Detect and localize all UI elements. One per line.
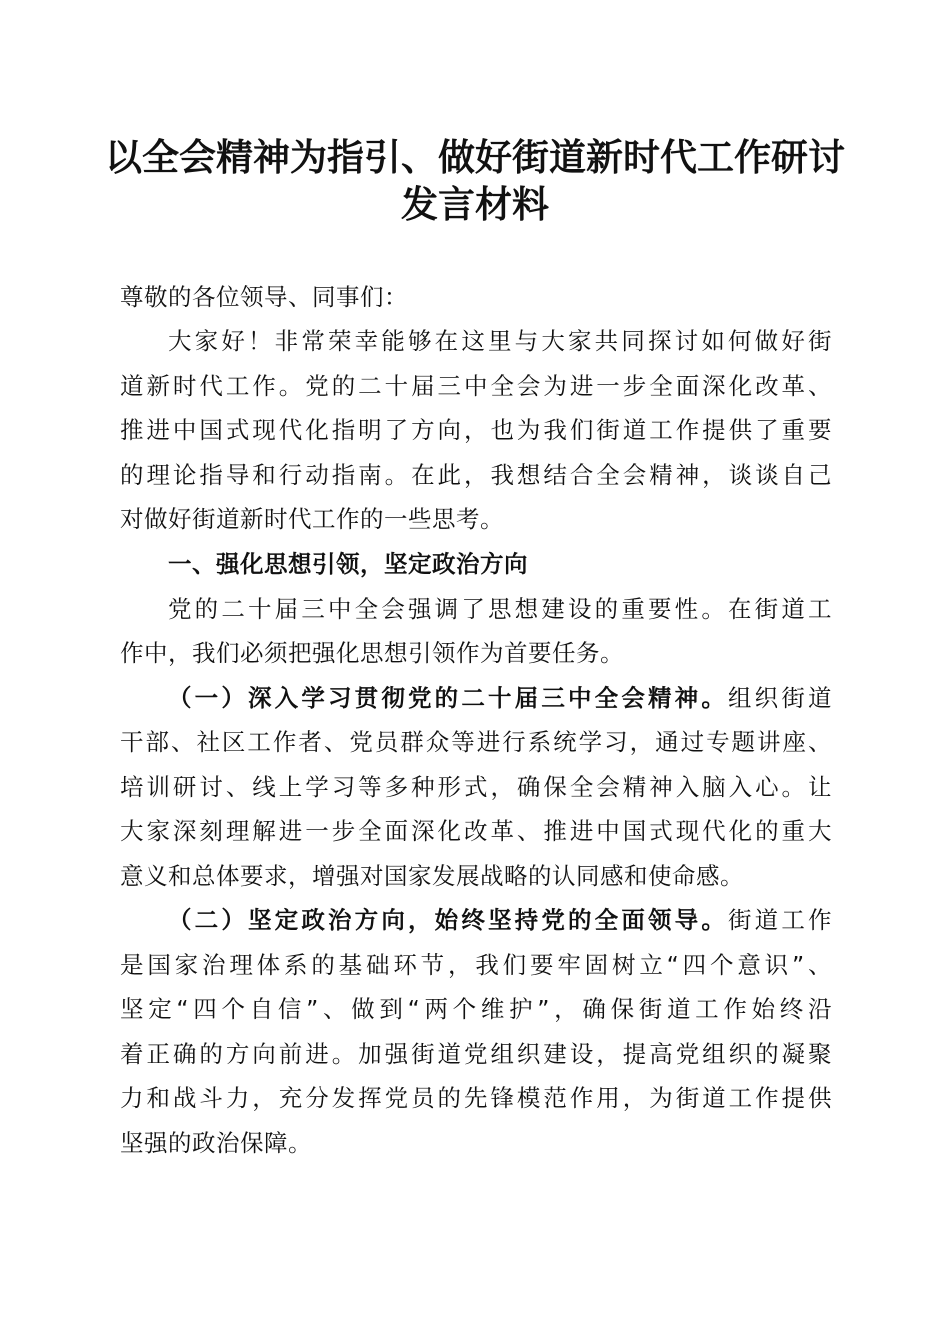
subsection-2-line: 力和战斗力，充分发挥党员的先锋模范作用，为街道工作提供 — [120, 1084, 832, 1112]
subsection-1-line: 大家深刻理解进一步全面深化改革、推进中国式现代化的重大 — [120, 817, 832, 845]
intro-line: 推进中国式现代化指明了方向，也为我们街道工作提供了重要 — [120, 416, 832, 444]
subsection-2-line: 是国家治理体系的基础环节，我们要牢固树立“四个意识”、 — [120, 951, 832, 979]
subsection-2-line: 着正确的方向前进。加强街道党组织建设，提高党组织的凝聚 — [120, 1040, 832, 1068]
document-title-line-2: 发言材料 — [401, 182, 549, 226]
subsection-1-line: 干部、社区工作者、党员群众等进行系统学习，通过专题讲座、 — [120, 728, 832, 756]
subsection-1-line: 培训研讨、线上学习等多种形式，确保全会精神入脑入心。让 — [120, 773, 832, 801]
subsection-2-lead-text: 街道工作 — [728, 906, 833, 934]
subsection-2-line: 坚强的政治保障。 — [120, 1129, 312, 1157]
subsection-1-line: 意义和总体要求，增强对国家发展战略的认同感和使命感。 — [120, 862, 744, 890]
salutation: 尊敬的各位领导、同事们： — [120, 283, 408, 311]
document-title-line-1: 以全会精神为指引、做好街道新时代工作研讨 — [105, 135, 845, 179]
subsection-1-lead-line — [168, 682, 832, 714]
subsection-2-lead-line — [168, 904, 832, 936]
intro-line: 道新时代工作。党的二十届三中全会为进一步全面深化改革、 — [120, 372, 832, 400]
section-1-heading: 一、强化思想引领，坚定政治方向 — [168, 550, 528, 578]
section-1-paragraph-line: 党的二十届三中全会强调了思想建设的重要性。在街道工 — [168, 595, 832, 623]
intro-line: 的理论指导和行动指南。在此，我想结合全会精神，谈谈自己 — [120, 461, 832, 489]
subsection-2-heading: （二）坚定政治方向，始终坚持党的全面领导。 — [168, 906, 728, 934]
subsection-1-lead-text: 组织街道 — [728, 684, 833, 712]
section-1-paragraph-line: 作中，我们必须把强化思想引领作为首要任务。 — [120, 639, 624, 667]
intro-line: 大家好！非常荣幸能够在这里与大家共同探讨如何做好街 — [168, 327, 832, 355]
subsection-1-heading: （一）深入学习贯彻党的二十届三中全会精神。 — [168, 684, 728, 712]
subsection-2-line: 坚定“四个自信”、做到“两个维护”，确保街道工作始终沿 — [120, 995, 832, 1023]
intro-line: 对做好街道新时代工作的一些思考。 — [120, 505, 504, 533]
